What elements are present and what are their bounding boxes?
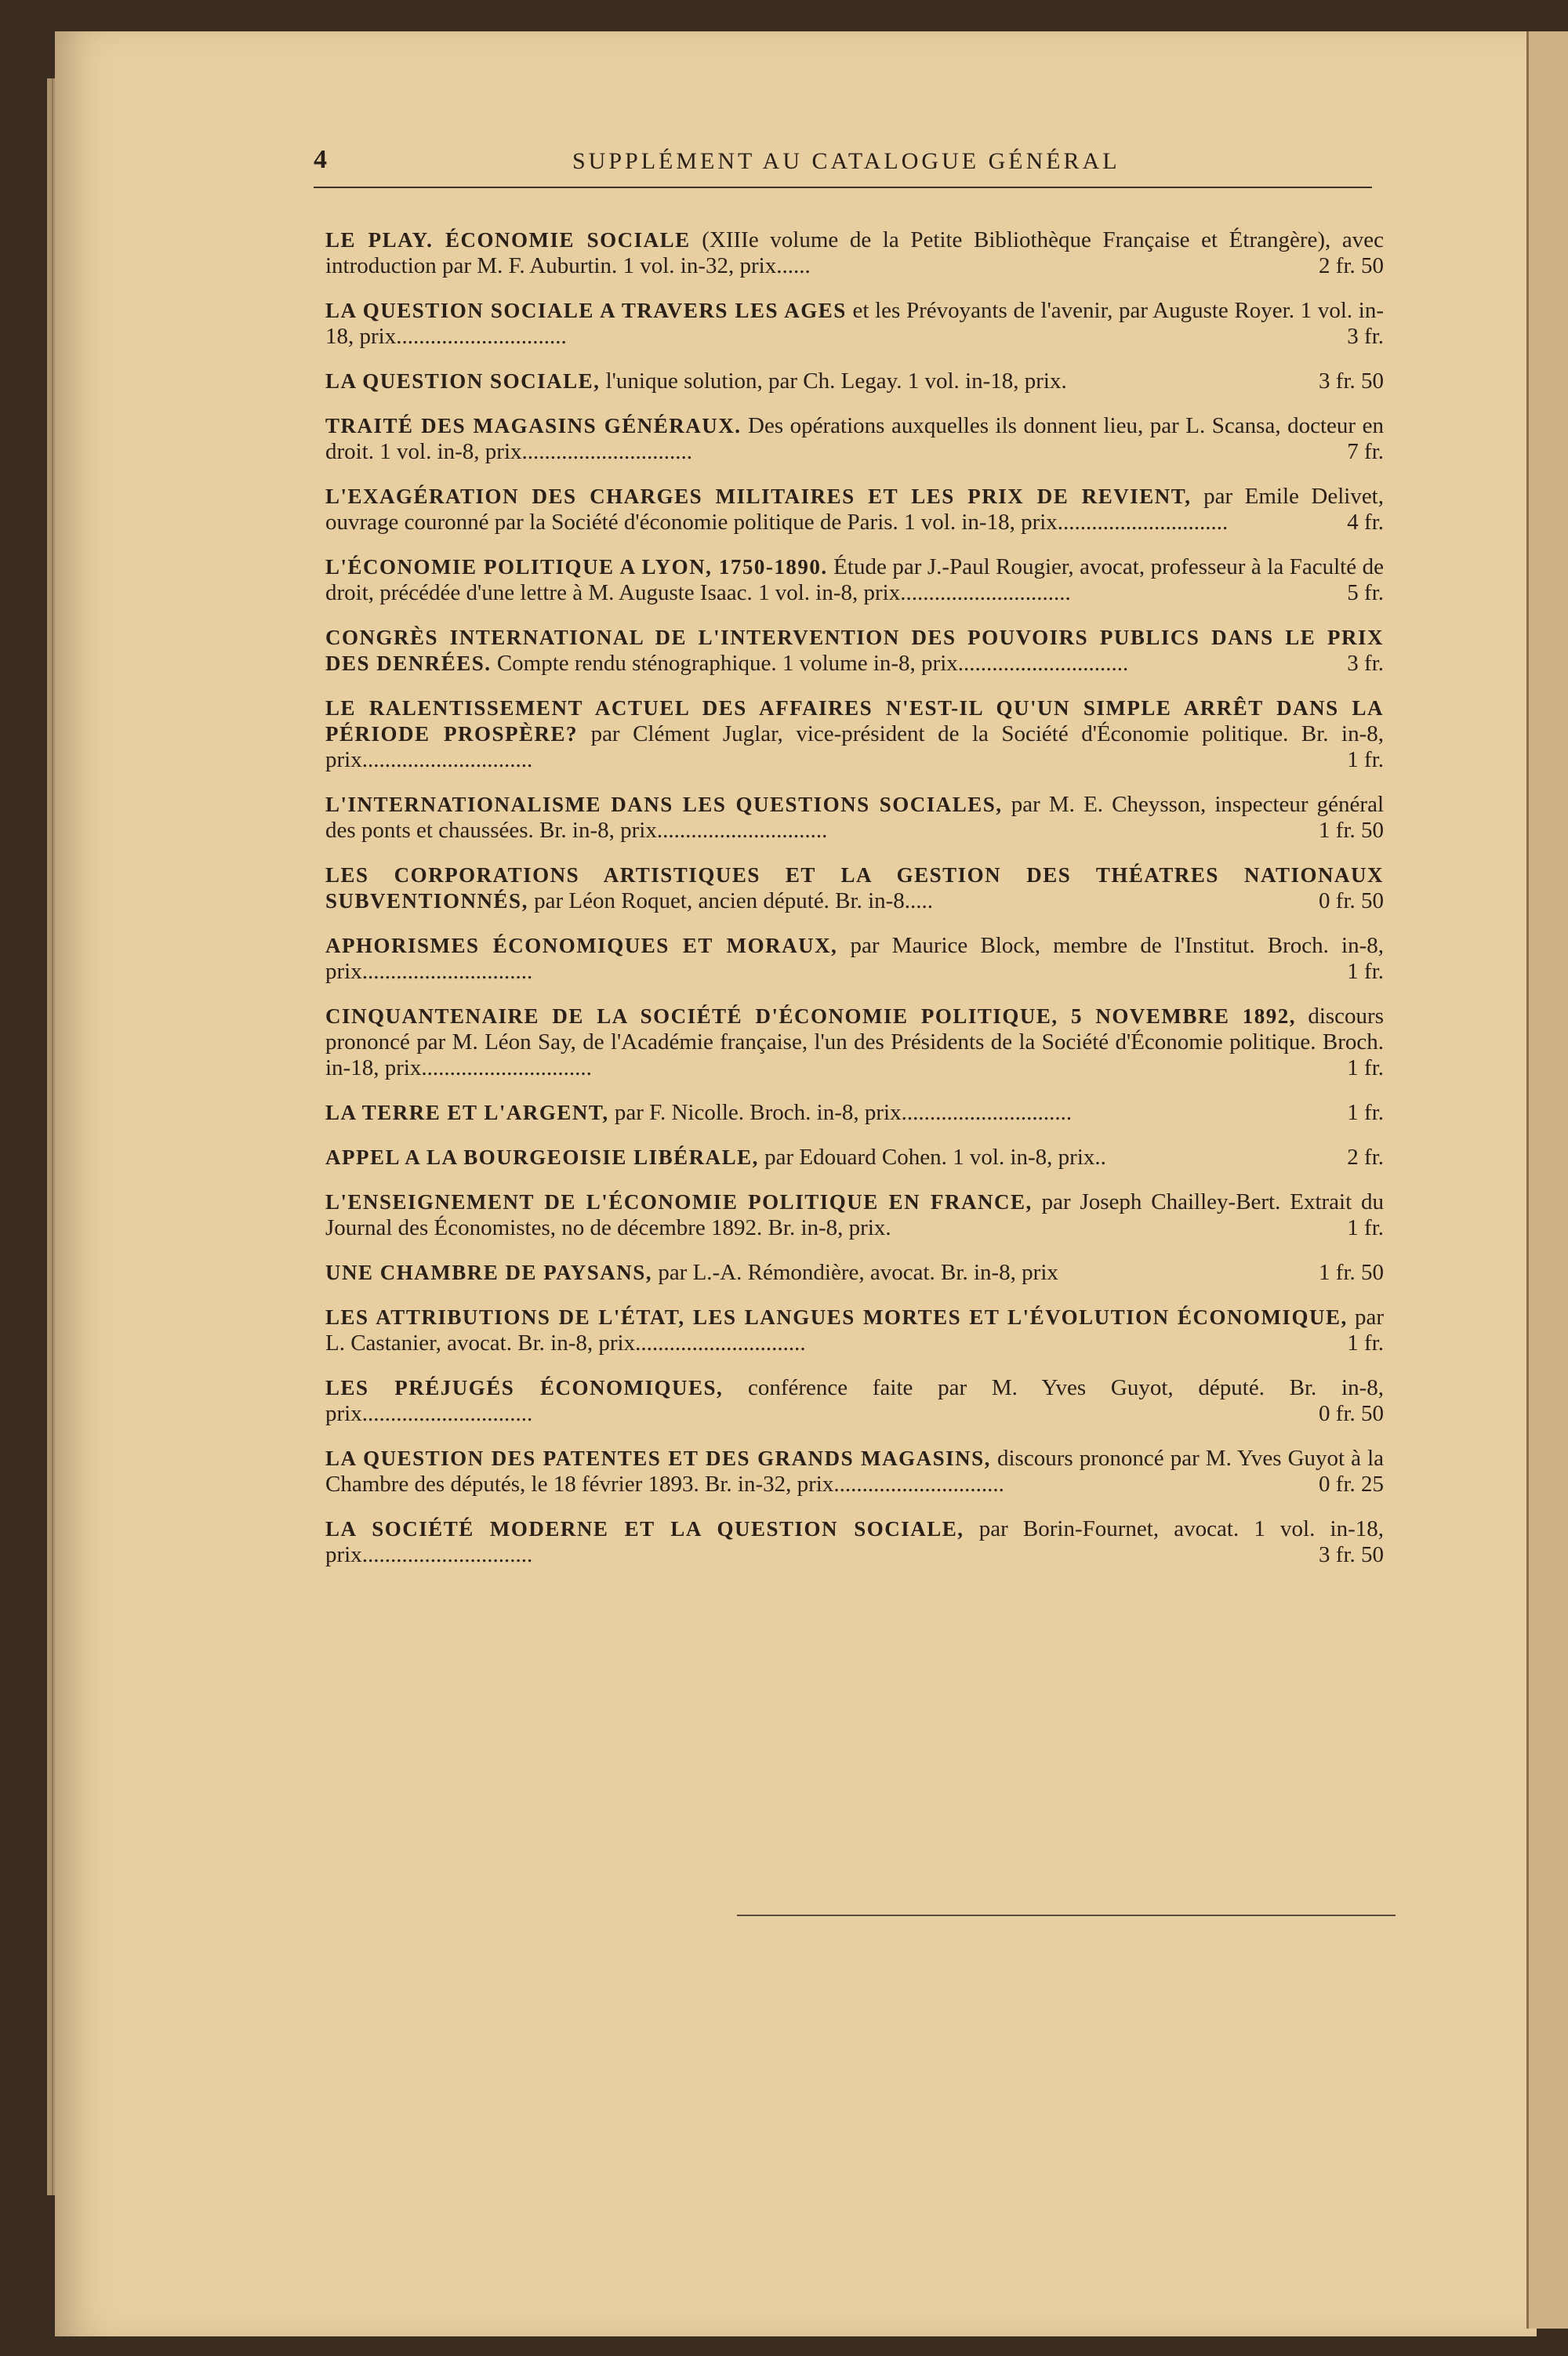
catalogue-entry [325, 298, 1384, 350]
entry-price: 1 fr. [1347, 959, 1384, 984]
entry-body: discours prononcé par M. Yves Guyot à la Chambre des députés, le 18 février 1893. Br. in-32, prix.............................. [325, 1446, 1385, 1497]
entry-body: par L.-A. Rémondière, avocat. Br. in-8, prix [658, 1260, 1058, 1285]
entry-price: 7 fr. [1347, 439, 1384, 464]
entry-body: l'unique solution, par Ch. Legay. 1 vol. in-18, prix. [605, 368, 1067, 394]
entry-title: UNE CHAMBRE DE PAYSANS, [325, 1261, 653, 1284]
entry-price: 5 fr. [1347, 580, 1384, 605]
catalogue-entry [325, 484, 1384, 535]
entry-body: par L. Castanier, avocat. Br. in-8, prix.............................. [325, 1305, 1384, 1356]
entry-price: 3 fr. 50 [1319, 368, 1384, 394]
entry-body: (XIIIe volume de la Petite Bibliothèque Française et Étrangère), avec introduction par M. F. Auburtin. 1 vol. in-32, prix...... [325, 227, 1385, 278]
entry-price: 3 fr. [1347, 324, 1384, 349]
entry-body: et les Prévoyants de l'avenir, par Auguste Royer. 1 vol. in-18, prix.............................. [325, 298, 1385, 349]
entry-price: 0 fr. 50 [1319, 1401, 1384, 1426]
catalogue-entry [325, 368, 1384, 394]
entry-body: Compte rendu sténographique. 1 volume in-8, prix.............................. [496, 651, 1129, 676]
entry-title: LA SOCIÉTÉ MODERNE ET LA QUESTION SOCIALE, [325, 1517, 964, 1541]
entry-body: par Joseph Chailley-Bert. Extrait du Journal des Économistes, no de décembre 1892. Br. in-8, prix. [325, 1189, 1385, 1240]
entry-body: Des opérations auxquelles ils donnent lieu, par L. Scansa, docteur en droit. 1 vol. in-8, prix.............................. [325, 413, 1384, 464]
entry-title: L'ENSEIGNEMENT DE L'ÉCONOMIE POLITIQUE EN FRANCE, [325, 1190, 1033, 1214]
footer-rule [737, 1915, 1396, 1916]
entry-body: discours prononcé par M. Léon Say, de l'Académie française, l'un des Présidents de la Société d'Économie politique. Broch. in-18, prix.............................. [325, 1004, 1384, 1080]
catalogue-entry [325, 413, 1384, 465]
entry-body: par Borin-Fournet, avocat. 1 vol. in-18, prix.............................. [325, 1516, 1384, 1567]
catalogue-entry [325, 1145, 1384, 1171]
entry-price: 1 fr. [1347, 1330, 1384, 1356]
running-title: SUPPLÉMENT AU CATALOGUE GÉNÉRAL [572, 148, 1120, 174]
catalogue-entry [325, 695, 1384, 773]
entry-title: LA QUESTION SOCIALE, [325, 369, 601, 393]
entry-title: L'ÉCONOMIE POLITIQUE A LYON, 1750-1890. [325, 555, 828, 579]
catalogue-entry [325, 1100, 1384, 1126]
catalogue-entry [325, 1189, 1384, 1241]
catalogue-entry [325, 933, 1384, 985]
entry-title: LA QUESTION SOCIALE A TRAVERS LES AGES [325, 299, 847, 322]
catalogue-entry [325, 554, 1384, 606]
entry-title: LE PLAY. ÉCONOMIE SOCIALE [325, 228, 691, 252]
entry-body: par Maurice Block, membre de l'Institut. Broch. in-8, prix.............................. [325, 933, 1384, 984]
entry-title: LA TERRE ET L'ARGENT, [325, 1101, 609, 1124]
entry-title: LES PRÉJUGÉS ÉCONOMIQUES, [325, 1376, 724, 1399]
entry-price: 3 fr. 50 [1319, 1542, 1384, 1567]
entry-price: 1 fr. 50 [1319, 1260, 1384, 1285]
catalogue-entry [325, 625, 1384, 677]
entry-body: par F. Nicolle. Broch. in-8, prix.............................. [614, 1100, 1073, 1125]
catalogue-entry [325, 1375, 1384, 1427]
entry-title: CONGRÈS INTERNATIONAL DE L'INTERVENTION DES POUVOIRS PUBLICS DANS LE PRIX DES DENRÉES. [325, 626, 1384, 675]
entry-title: APPEL A LA BOURGEOISIE LIBÉRALE, [325, 1145, 759, 1169]
entry-title: L'EXAGÉRATION DES CHARGES MILITAIRES ET LES PRIX DE REVIENT, [325, 485, 1192, 508]
entry-price: 2 fr. 50 [1319, 253, 1384, 278]
catalogue-entry [325, 1446, 1384, 1497]
entry-body: Étude par J.-Paul Rougier, avocat, professeur à la Faculté de droit, précédée d'une lettre à M. Auguste Isaac. 1 vol. in-8, prix.............................. [325, 554, 1384, 605]
catalogue-entry [325, 227, 1384, 279]
entry-price: 4 fr. [1347, 510, 1384, 535]
catalogue-entries [325, 227, 1384, 1587]
catalogue-entry [325, 1305, 1384, 1356]
entry-price: 1 fr. [1347, 747, 1384, 772]
entry-price: 1 fr. 50 [1319, 818, 1384, 843]
entry-title: LES ATTRIBUTIONS DE L'ÉTAT, LES LANGUES MORTES ET L'ÉVOLUTION ÉCONOMIQUE, [325, 1305, 1348, 1329]
entry-title: APHORISMES ÉCONOMIQUES ET MORAUX, [325, 934, 838, 957]
catalogue-entry [325, 1260, 1384, 1286]
entry-body: par Edouard Cohen. 1 vol. in-8, prix.. [764, 1145, 1106, 1170]
catalogue-entry [325, 792, 1384, 844]
header-rule [314, 187, 1372, 188]
catalogue-entry [325, 1516, 1384, 1568]
entry-body: par Emile Delivet, ouvrage couronné par la Société d'économie politique de Paris. 1 vol. in-18, prix.............................. [325, 484, 1384, 535]
entry-title: CINQUANTENAIRE DE LA SOCIÉTÉ D'ÉCONOMIE POLITIQUE, 5 NOVEMBRE 1892, [325, 1004, 1296, 1028]
entry-title: LE RALENTISSEMENT ACTUEL DES AFFAIRES N'EST-IL QU'UN SIMPLE ARRÊT DANS LA PÉRIODE PROSPÈRE? [325, 696, 1384, 746]
entry-price: 0 fr. 25 [1319, 1472, 1384, 1497]
catalogue-entry [325, 1004, 1384, 1081]
entry-price: 3 fr. [1347, 651, 1384, 676]
entry-title: LES CORPORATIONS ARTISTIQUES ET LA GESTION DES THÉATRES NATIONAUX SUBVENTIONNÉS, [325, 863, 1384, 913]
entry-price: 1 fr. [1347, 1055, 1384, 1080]
entry-title: L'INTERNATIONALISME DANS LES QUESTIONS SOCIALES, [325, 793, 1003, 816]
entry-body: par Léon Roquet, ancien député. Br. in-8..... [534, 888, 934, 913]
entry-price: 1 fr. [1347, 1215, 1384, 1240]
entry-body: par M. E. Cheysson, inspecteur général des ponts et chaussées. Br. in-8, prix.............................. [325, 792, 1385, 843]
entry-title: LA QUESTION DES PATENTES ET DES GRANDS MAGASINS, [325, 1447, 991, 1470]
entry-price: 2 fr. [1347, 1145, 1384, 1170]
entry-body: conférence faite par M. Yves Guyot, député. Br. in-8, prix.............................. [325, 1375, 1384, 1426]
entry-body: par Clément Juglar, vice-président de la Société d'Économie politique. Br. in-8, prix.............................. [325, 721, 1384, 772]
page-number: 4 [314, 145, 330, 174]
entry-price: 0 fr. 50 [1319, 888, 1384, 913]
facing-page-edge [1526, 31, 1568, 2329]
catalogue-entry [325, 862, 1384, 914]
entry-price: 1 fr. [1347, 1100, 1384, 1125]
entry-title: TRAITÉ DES MAGASINS GÉNÉRAUX. [325, 414, 742, 437]
